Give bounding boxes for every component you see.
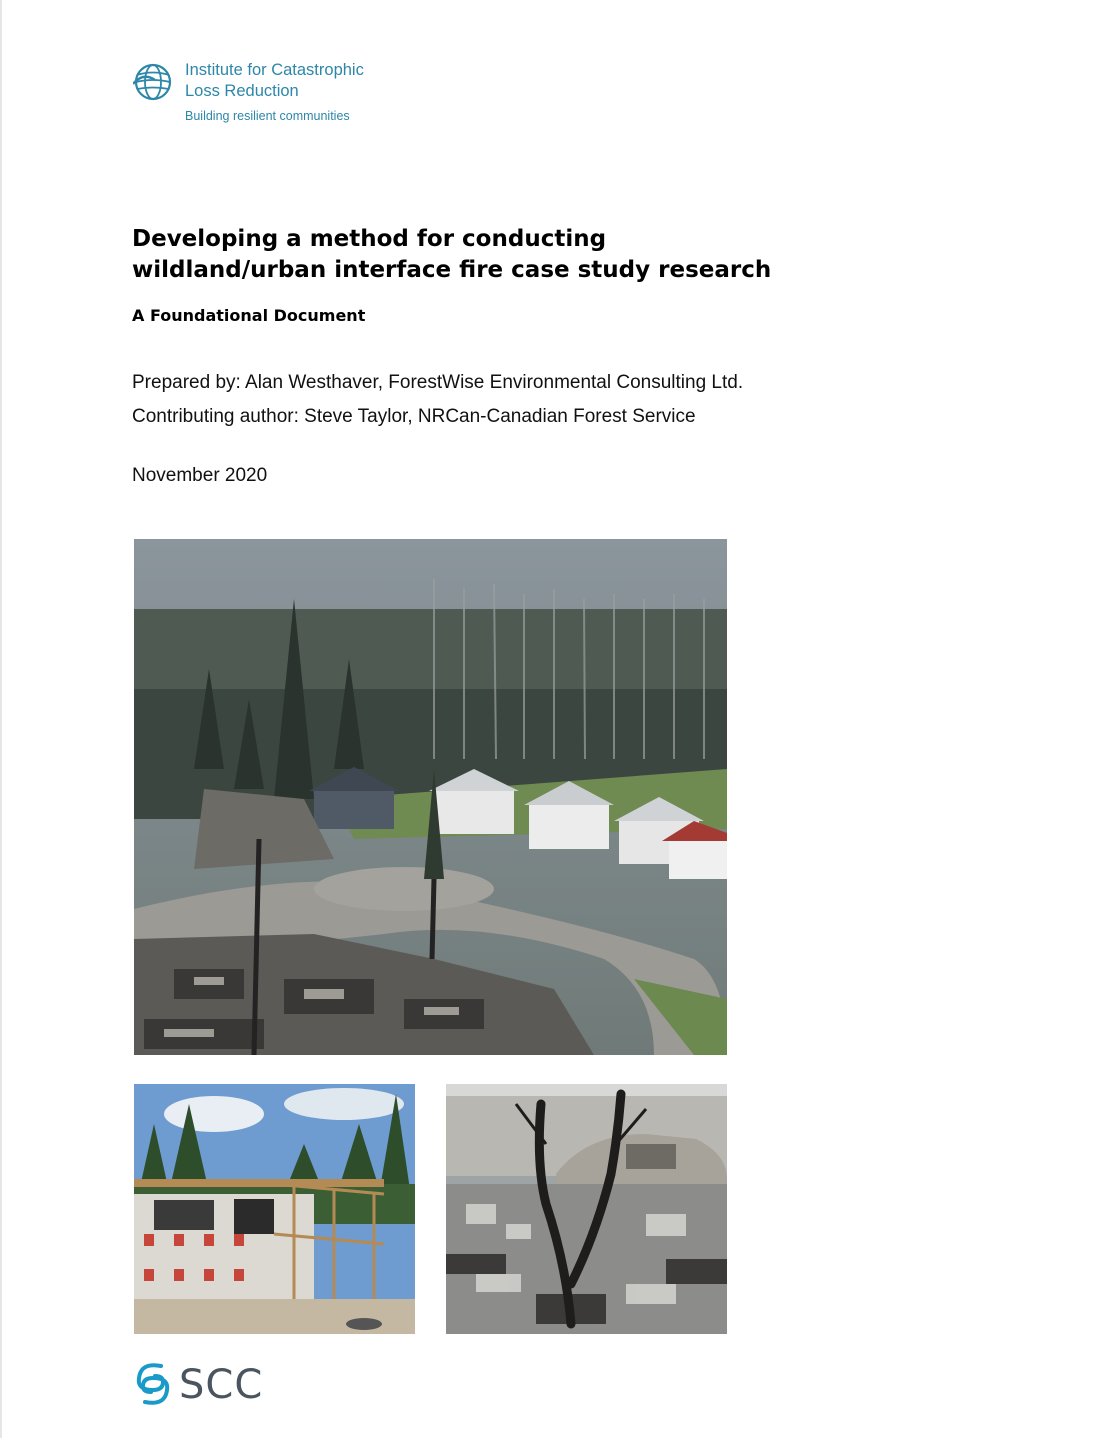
title-line1: Developing a method for conducting (132, 226, 607, 252)
org-name (185, 60, 364, 102)
page-edge (0, 0, 2, 1438)
prepared-by: Prepared by: Alan Westhaver, ForestWise Environmental Consulting Ltd. (132, 372, 744, 393)
scc-logo (133, 1360, 293, 1410)
aerial-fire-photo (134, 539, 727, 1055)
org-tagline: Building resilient communities (185, 109, 350, 123)
org-name-line1: Institute for Catastrophic (185, 61, 364, 79)
document-subtitle: A Foundational Document (132, 306, 366, 325)
org-name-line2: Loss Reduction (185, 82, 299, 100)
title-line2: wildland/urban interface fire case study research (132, 257, 772, 283)
scc-swirl-icon (133, 1360, 173, 1408)
burned-debris-photo (446, 1084, 727, 1334)
scc-logo-text: SCC (179, 1362, 264, 1408)
contributing-author: Contributing author: Steve Taylor, NRCan-Canadian Forest Service (132, 406, 696, 427)
publication-date: November 2020 (132, 465, 268, 486)
document-title (132, 224, 892, 286)
iclr-logo (133, 60, 493, 130)
construction-photo (134, 1084, 415, 1334)
globe-icon (133, 62, 173, 102)
